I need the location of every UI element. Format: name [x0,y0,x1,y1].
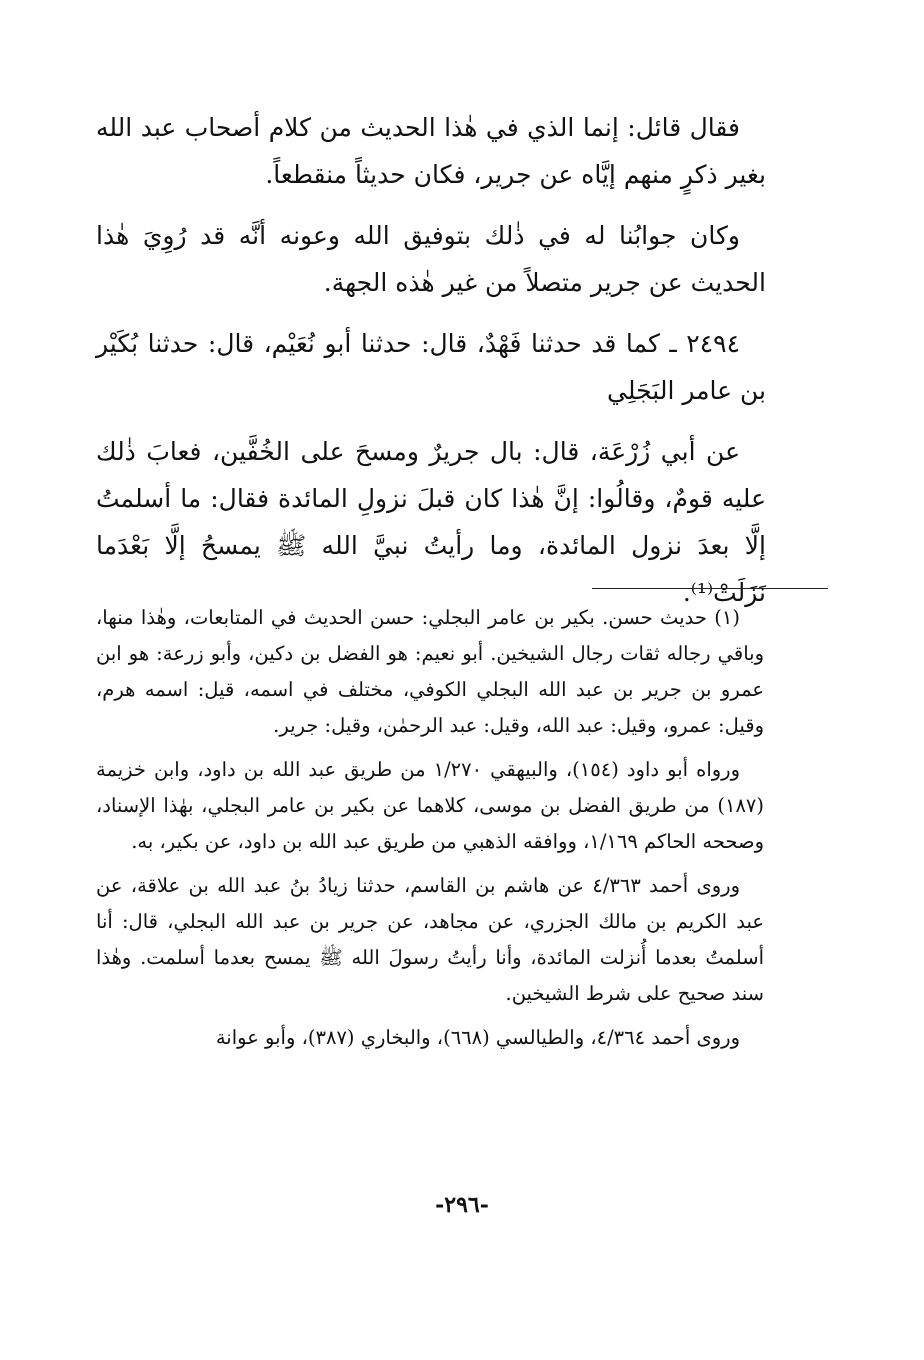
page-number: -٢٩٦- [435,1192,489,1218]
footnote-1-sources: ورواه أبو داود (١٥٤)، والبيهقي ١/٢٧٠ من طريق عبد الله بن داود، وابن خزيمة (١٨٧) من طريق الفضل بن موسى، كلاهما عن بكير بن عامر البجلي، بهٰذا الإسناد، وصححه الحاكم ١/١٦٩، ووافقه الذهبي من طريق عبد الله بن داود، عن بكير، به. [96,758,764,853]
footnote-1-ahmad: وروى أحمد ٤/٣٦٣ عن هاشم بن القاسم، حدثنا زيادُ بنُ عبد الله بن علاقة، عن عبد الكريم بن مالك الجزري، عن مجاهد، عن جرير بن عبد الله البجلي، قال: أنا أسلمتُ بعدما أُنزلت المائدة، وأنا رأيتُ رسولَ الله ﷺ يمسح بعدما أسلمت. وهٰذا سند صحيح على شرط الشيخين. [96,874,764,1005]
footnote-1-further: وروى أحمد ٤/٣٦٤، والطيالسي (٦٦٨)، والبخاري (٣٨٧)، وأبو عوانة [215,1026,740,1049]
footnotes [96,600,764,1064]
paragraph-objection: فقال قائل: إنما الذي في هٰذا الحديث من كلام أصحاب عبد الله بغير ذكرٍ منهم إيَّاه عن جرير، فكان حديثاً منقطعاً. [96,113,766,189]
hadith-2494-matn: عن أبي زُرْعَة، قال: بال جريرٌ ومسحَ على الخُفَّين، فعابَ ذٰلك عليه قومٌ، وقالُوا: إنَّ هٰذا كان قبلَ نزولِ المائدة فقال: ما أسلمتُ إلَّا بعدَ نزول المائدة، وما رأيتُ نبيَّ الله ﷺ يمسحُ إلَّا بَعْدَما نَزَلَتْ⁽¹⁾. [96,437,766,607]
footnote-1-grading: (١) حديث حسن. بكير بن عامر البجلي: حسن الحديث في المتابعات، وهٰذا منها، وباقي رجاله ثقات رجال الشيخين. أبو نعيم: هو الفضل بن دكين، وأبو زرعة: هو ابن عمرو بن جرير بن عبد الله البجلي الكوفي، مختلف في اسمه، قيل: اسمه هرم، وقيل: عمرو، وقيل: عبد الله، وقيل: عبد الرحمٰن، وقيل: جرير. [96,606,764,737]
paragraph-reply: وكان جوابُنا له في ذٰلك بتوفيق الله وعونه أنَّه قد رُوِيَ هٰذا الحديث عن جرير متصلاً من غير هٰذه الجهة. [96,221,766,297]
footnote-separator [592,588,828,589]
main-text [96,104,766,630]
hadith-2494-isnad: ٢٤٩٤ ـ كما قد حدثنا فَهْدٌ، قال: حدثنا أبو نُعَيْم، قال: حدثنا بُكَيْر بن عامر البَجَلِي [96,329,766,405]
